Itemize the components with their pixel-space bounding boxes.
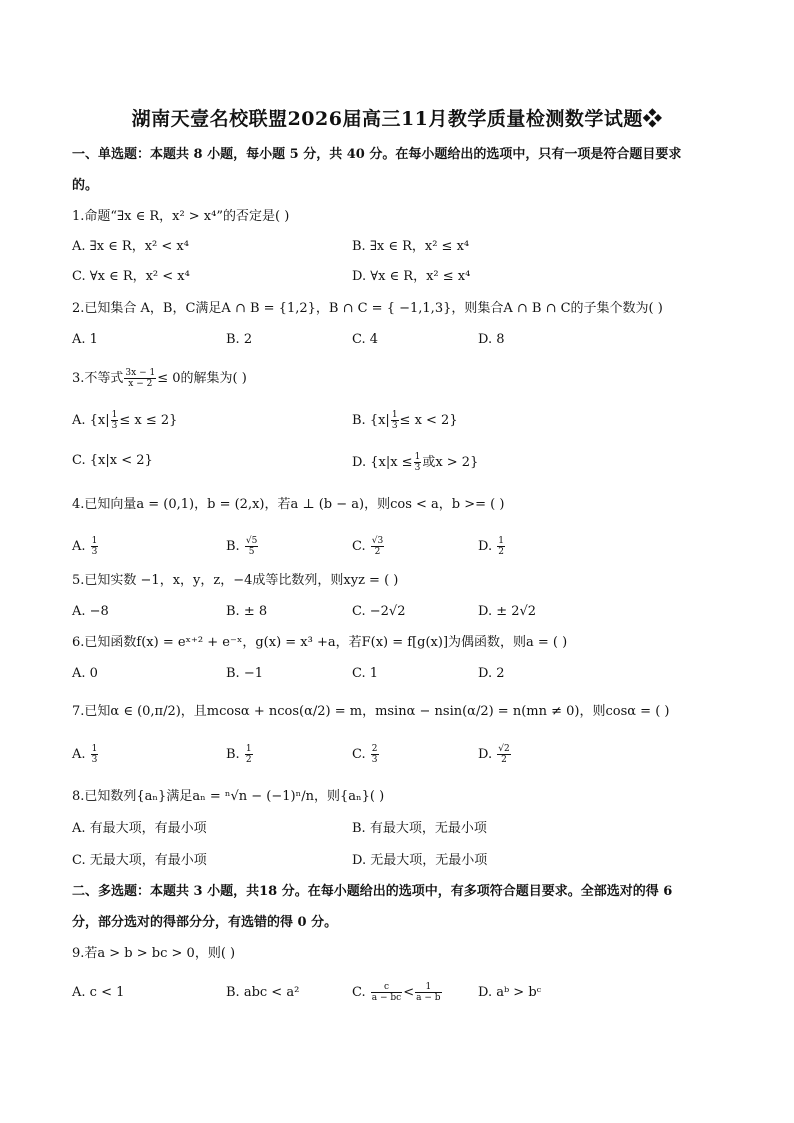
q1-stem: 1.命题“∃x ∈ R，x² > x⁴”的否定是( ): [72, 209, 290, 224]
q5-option-b: B. ± 8: [226, 604, 268, 619]
q9-c-num2: 1: [415, 982, 441, 993]
q1-option-d: D. ∀x ∈ R，x² ≤ x⁴: [352, 269, 471, 284]
q3-b-post: ≤ x < 2}: [399, 413, 458, 428]
q6-option-b: B. −1: [226, 666, 263, 681]
q7-a-label: A.: [72, 747, 86, 762]
q4-c-label: C.: [352, 539, 366, 554]
q5-stem: 5.已知实数 −1，x，y，z，−4成等比数列，则xyz = ( ): [72, 573, 399, 588]
q7-option-c: [352, 744, 380, 765]
q2-option-c: C. 4: [352, 332, 379, 347]
q8-stem: 8.已知数列{aₙ}满足aₙ = ⁿ√n − (−1)ⁿ/n，则{aₙ}( ): [72, 789, 385, 804]
q3-frac-numerator: 3x − 1: [125, 368, 156, 378]
q8-option-a: A. 有最大项，有最小项: [72, 821, 207, 836]
q4-d-num: 1: [498, 536, 504, 546]
q4-b-den: 5: [248, 547, 255, 557]
q9-option-c: [352, 982, 443, 1003]
q3-fraction: [124, 368, 156, 389]
q4-stem: 4.已知向量a = (0,1)，b = (2,x)，若a ⊥ (b − a)，则cos < a，b >= ( ): [72, 497, 505, 512]
q7-d-den: 2: [501, 755, 507, 765]
q3-stem: [72, 368, 247, 389]
q3-stem-pre: 3.不等式: [72, 371, 124, 386]
q7-option-b: [226, 744, 254, 765]
q3-d-num: 1: [414, 452, 421, 462]
q9-option-d: D. aᵇ > bᶜ: [478, 985, 542, 1000]
q4-option-c: [352, 536, 385, 557]
q3-a-post: ≤ x ≤ 2}: [119, 413, 178, 428]
q4-a-num: 1: [91, 536, 98, 546]
q3-option-b: [352, 410, 458, 431]
q4-a-label: A.: [72, 539, 86, 554]
q4-d-label: D.: [478, 539, 493, 554]
q3-b-num: 1: [391, 410, 398, 420]
q9-stem: 9.若a > b > bc > 0，则( ): [72, 946, 236, 961]
page-title: 湖南天壹名校联盟2026届高三11月教学质量检测数学试题❖: [131, 108, 663, 130]
q3-d-den: 3: [414, 463, 421, 473]
q8-option-c: C. 无最大项，有最小项: [72, 853, 207, 868]
q1-option-b: B. ∃x ∈ R，x² ≤ x⁴: [352, 239, 470, 254]
q7-a-den: 3: [91, 755, 98, 765]
q9-c-den1: a − bc: [371, 993, 402, 1003]
q9-option-b: B. abc < a²: [226, 985, 300, 1000]
q6-option-a: A. 0: [72, 666, 98, 681]
q7-stem: 7.已知α ∈ (0,π/2)，且mcosα + ncos(α/2) = m，msinα − nsin(α/2) = n(mn ≠ 0)，则cosα = ( ): [72, 704, 670, 719]
q9-c-num1: c: [371, 982, 402, 993]
q7-option-a: [72, 744, 99, 765]
q7-c-den: 3: [371, 755, 378, 765]
q4-c-num: √3: [371, 536, 384, 546]
q7-a-num: 1: [91, 744, 98, 754]
q3-b-pre: B. {x|: [352, 413, 390, 428]
q7-b-num: 1: [245, 744, 252, 754]
q2-option-b: B. 2: [226, 332, 253, 347]
q4-b-num: √5: [245, 536, 258, 546]
section1-line2: 的。: [72, 178, 99, 193]
q2-stem: 2.已知集合 A，B，C满足A ∩ B = {1,2}，B ∩ C = { −1,1,3}，则集合A ∩ B ∩ C的子集个数为( ): [72, 301, 663, 316]
q4-d-den: 2: [498, 547, 504, 557]
q7-d-num: √2: [498, 744, 510, 754]
q9-c-lt: <: [403, 985, 415, 1000]
q3-option-c: C. {x|x < 2}: [72, 453, 153, 468]
q1-option-a: A. ∃x ∈ R，x² < x⁴: [72, 239, 189, 254]
q9-option-a: A. c < 1: [72, 985, 125, 1000]
q9-c-den2: a − b: [416, 993, 441, 1003]
q3-b-den: 3: [391, 421, 398, 431]
q3-a-pre: A. {x|: [72, 413, 110, 428]
q7-c-num: 2: [371, 744, 378, 754]
q4-option-d: [478, 536, 506, 557]
q5-option-d: D. ± 2√2: [478, 604, 537, 619]
q9-c-label: C.: [352, 985, 366, 1000]
q7-d-label: D.: [478, 747, 493, 762]
q4-b-label: B.: [226, 539, 240, 554]
q7-c-label: C.: [352, 747, 366, 762]
q1-option-c: C. ∀x ∈ R，x² < x⁴: [72, 269, 190, 284]
q2-option-a: A. 1: [72, 332, 98, 347]
q6-stem: 6.已知函数f(x) = eˣ⁺² + e⁻ˣ，g(x) = x³ +a，若F(x) = f[g(x)]为偶函数，则a = ( ): [72, 635, 568, 650]
q7-b-den: 2: [245, 755, 252, 765]
q3-a-den: 3: [111, 421, 118, 431]
q3-option-d: [352, 452, 478, 473]
q5-option-a: A. −8: [72, 604, 109, 619]
q3-option-a: [72, 410, 177, 431]
q4-option-b: [226, 536, 259, 557]
q3-d-post: 或x > 2}: [422, 455, 479, 470]
q5-option-c: C. −2√2: [352, 604, 406, 619]
q7-b-label: B.: [226, 747, 240, 762]
q4-c-den: 2: [374, 547, 381, 557]
q6-option-d: D. 2: [478, 666, 505, 681]
q3-frac-denominator: x − 2: [128, 379, 153, 389]
q4-option-a: [72, 536, 99, 557]
q3-a-num: 1: [111, 410, 118, 420]
section2-line2: 分，部分选对的得部分分，有选错的得 0 分。: [72, 915, 338, 930]
q6-option-c: C. 1: [352, 666, 379, 681]
q3-stem-post: ≤ 0的解集为( ): [157, 371, 247, 386]
section1-line1: 一、单选题：本题共 8 小题，每小题 5 分，共 40 分。在每小题给出的选项中，只有一项是符合题目要求: [72, 147, 682, 162]
q4-a-den: 3: [91, 547, 98, 557]
q7-option-d: [478, 744, 512, 765]
q8-option-b: B. 有最大项，无最小项: [352, 821, 487, 836]
section2-line1: 二、多选题：本题共 3 小题，共18 分。在每小题给出的选项中，有多项符合题目要求。全部选对的得 6: [72, 884, 673, 899]
q3-d-pre: D. {x|x ≤: [352, 455, 413, 470]
q2-option-d: D. 8: [478, 332, 505, 347]
q8-option-d: D. 无最大项，无最小项: [352, 853, 488, 868]
